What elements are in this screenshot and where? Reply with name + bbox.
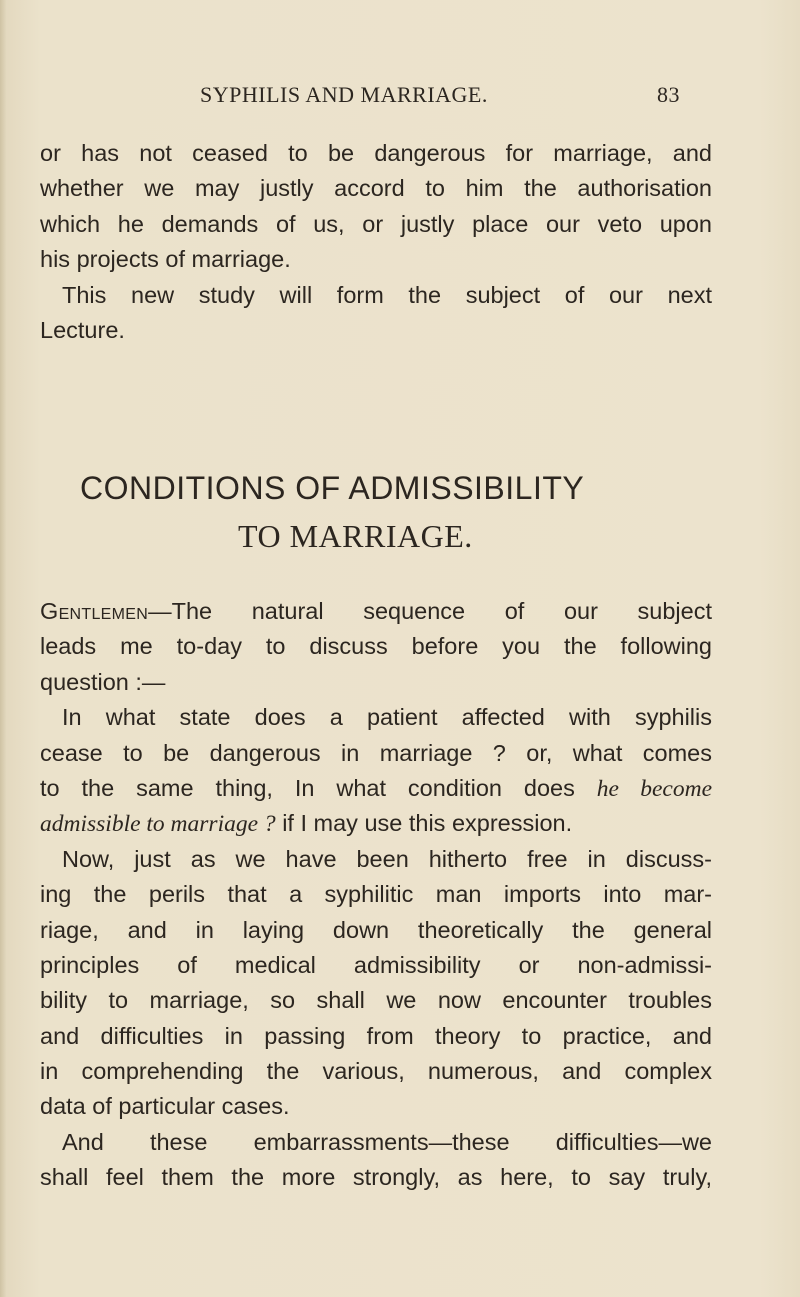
binding-edge [0,0,6,1297]
text-line: bility to marriage, so shall we now encounter troubles [40,987,712,1014]
italic-phrase: admissible to marriage ? [40,811,276,838]
body-text-top [40,136,712,348]
text-line: riage, and in laying down theoretically the general [40,916,712,943]
text-line: his projects of marriage. [40,246,291,273]
text-line [40,594,712,629]
text-line: shall feel them the more strongly, as here, to say truly, [40,1164,712,1191]
text-line: ing the perils that a syphilitic man imports into mar- [40,881,712,908]
text-line: Now, just as we have been hitherto free in discuss- [62,845,712,872]
text-line: data of particular cases. [40,1093,290,1120]
text-line: Lecture. [40,316,125,343]
text-fragment: if I may use this expression. [282,810,573,837]
body-text-main [40,594,712,1196]
text-line: which he demands of us, or justly place our veto upon [40,210,712,237]
text-fragment: —The natural sequence of our subject [148,598,712,624]
text-line: In what state does a patient affected with syphilis [62,704,712,731]
salutation: Gentlemen [40,598,149,624]
text-line: leads me to-day to discuss before you the following [40,633,712,660]
text-line: And these embarrassments—these difficulties—we [62,1128,712,1155]
text-line [40,806,712,841]
text-line: whether we may justly accord to him the authorisation [40,175,712,202]
text-fragment: to the same thing, In what condition does [40,774,575,801]
text-line: or has not ceased to be dangerous for marriage, and [40,140,712,166]
page-number: 83 [657,82,680,107]
italic-phrase: he become [596,775,712,802]
text-line: in comprehending the various, numerous, and complex [40,1058,712,1085]
running-head-title: SYPHILIS AND MARRIAGE. [200,82,488,107]
text-line: and difficulties in passing from theory to practice, and [40,1022,712,1049]
chapter-heading-line-1: CONDITIONS OF ADMISSIBILITY [80,470,585,506]
text-line: principles of medical admissibility or non-admissi- [40,951,712,978]
text-line [40,771,712,806]
chapter-heading-line-2: TO MARRIAGE. [238,518,473,554]
text-line: This new study will form the subject of our next [62,281,712,308]
text-line: cease to be dangerous in marriage ? or, what comes [40,739,712,766]
text-line: question :— [40,668,166,695]
